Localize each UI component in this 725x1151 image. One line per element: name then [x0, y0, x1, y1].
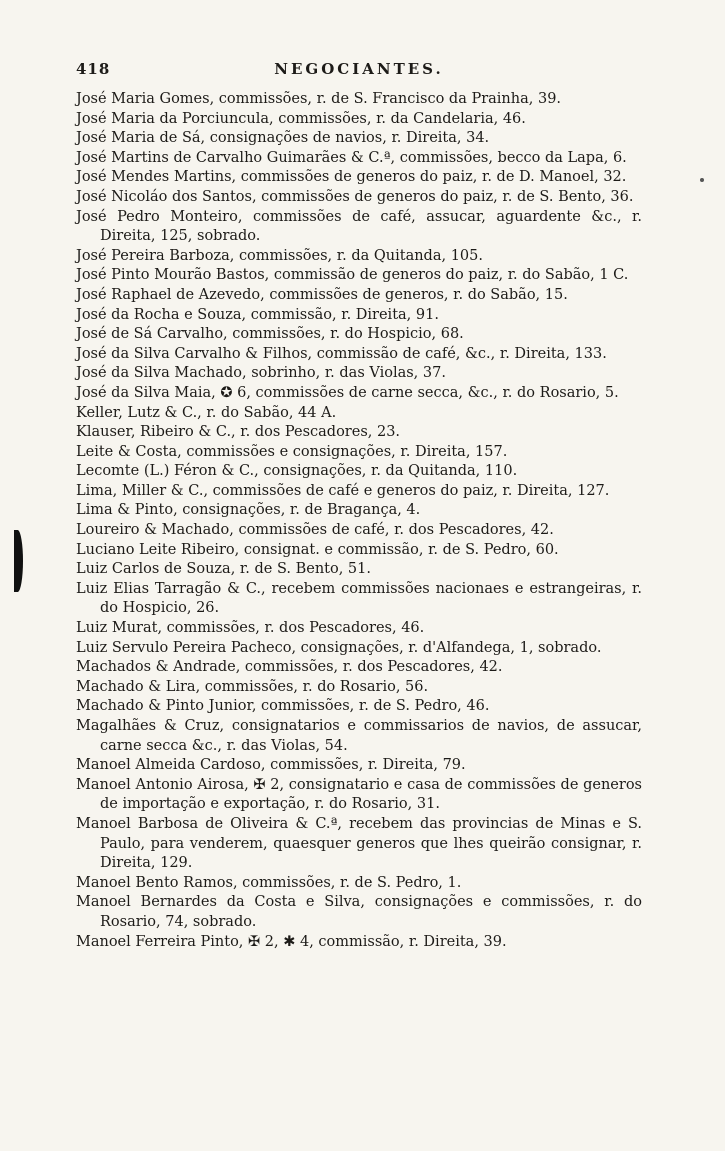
directory-entry: Lecomte (L.) Féron & C., consignações, r. da Quitanda, 110.: [76, 463, 518, 480]
page-title: NEGOCIANTES.: [274, 60, 444, 78]
directory-entry: Lima & Pinto, consignações, r. de Bragança, 4.: [76, 502, 421, 519]
margin-speck: [700, 178, 704, 182]
directory-entry: José Nicoláo dos Santos, commissões de generos do paiz, r. de S. Bento, 36.: [76, 188, 634, 205]
directory-entry: Manoel Ferreira Pinto, ✠ 2, ✱ 4, commissão, r. Direita, 39.: [76, 933, 507, 950]
directory-entry: Leite & Costa, commissões e consignações, r. Direita, 157.: [76, 443, 508, 460]
directory-entry: José Maria da Porciuncula, commissões, r. da Candelaria, 46.: [76, 110, 526, 127]
directory-entry: José Mendes Martins, commissões de generos do paiz, r. de D. Manoel, 32.: [76, 169, 627, 186]
directory-entry: José Martins de Carvalho Guimarães & C.ª, commissões, becco da Lapa, 6.: [76, 149, 627, 166]
directory-entry: José da Silva Maia, ✪ 6, commissões de carne secca, &c., r. do Rosario, 5.: [76, 384, 619, 401]
directory-entry: Magalhães & Cruz, consignatarios e commissarios de navios, de assucar, carne secca &c., r. das Violas, 54.: [76, 718, 642, 754]
directory-entry: José da Silva Machado, sobrinho, r. das Violas, 37.: [76, 365, 446, 382]
directory-entry: José de Sá Carvalho, commissões, r. do Hospicio, 68.: [76, 326, 464, 343]
directory-entry: Luiz Carlos de Souza, r. de S. Bento, 51.: [76, 561, 371, 578]
directory-entry: Luiz Servulo Pereira Pacheco, consignações, r. d'Alfandega, 1, sobrado.: [76, 639, 602, 656]
directory-entry: José Maria de Sá, consignações de navios, r. Direita, 34.: [76, 130, 490, 147]
directory-entry: Manoel Barbosa de Oliveira & C.ª, recebem das provincias de Minas e S. Paulo, para venderem, quaesquer generos que lhes queirão consignar, r. Direita, 129.: [76, 815, 642, 872]
directory-entry: Loureiro & Machado, commissões de café, r. dos Pescadores, 42.: [76, 522, 554, 539]
directory-entry: Manoel Almeida Cardoso, commissões, r. Direita, 79.: [76, 757, 466, 774]
directory-entry: Manoel Bento Ramos, commissões, r. de S. Pedro, 1.: [76, 874, 462, 891]
page-content: [76, 60, 642, 952]
directory-entry: Machados & Andrade, commissões, r. dos Pescadores, 42.: [76, 659, 503, 676]
directory-entry: Manoel Bernardes da Costa e Silva, consignações e commissões, r. do Rosario, 74, sobrado.: [76, 894, 642, 930]
directory-entry: José Pedro Monteiro, commissões de café, assucar, aguardente &c., r. Direita, 125, sobrado.: [76, 208, 642, 245]
directory-entry: Lima, Miller & C., commissões de café e generos do paiz, r. Direita, 127.: [76, 482, 610, 499]
page-number: 418: [76, 60, 111, 78]
directory-entry: José Raphael de Azevedo, commissões de generos, r. do Sabão, 15.: [76, 286, 568, 303]
directory-entry: Luiz Murat, commissões, r. dos Pescadores, 46.: [76, 620, 425, 637]
directory-entry: Manoel Antonio Airosa, ✠ 2, consignatario e casa de commissões de generos de importação e exportação, r. do Rosario, 31.: [76, 776, 642, 813]
directory-entry: José Maria Gomes, commissões, r. de S. Francisco da Prainha, 39.: [76, 91, 562, 107]
directory-entry: Keller, Lutz & C., r. do Sabão, 44 A.: [76, 404, 337, 421]
directory-entry-list: [76, 90, 642, 952]
directory-entry: Machado & Lira, commissões, r. do Rosario, 56.: [76, 678, 429, 695]
directory-entry: Machado & Pinto Junior, commissões, r. de S. Pedro, 46.: [76, 698, 490, 715]
directory-entry: José Pereira Barboza, commissões, r. da Quitanda, 105.: [76, 247, 483, 264]
directory-entry: Luciano Leite Ribeiro, consignat. e commissão, r. de S. Pedro, 60.: [76, 541, 559, 558]
directory-entry: Klauser, Ribeiro & C., r. dos Pescadores, 23.: [76, 424, 401, 441]
directory-entry: José Pinto Mourão Bastos, commissão de generos do paiz, r. do Sabão, 1 C.: [76, 267, 629, 284]
running-head: [76, 60, 642, 84]
directory-entry: José da Silva Carvalho & Filhos, commissão de café, &c., r. Direita, 133.: [76, 345, 607, 362]
page-margin-smudge: [14, 530, 23, 592]
directory-entry: Luiz Elias Tarragão & C., recebem commissões nacionaes e estrangeiras, r. do Hospicio, 26.: [76, 580, 642, 617]
directory-entry: José da Rocha e Souza, commissão, r. Direita, 91.: [76, 306, 439, 323]
